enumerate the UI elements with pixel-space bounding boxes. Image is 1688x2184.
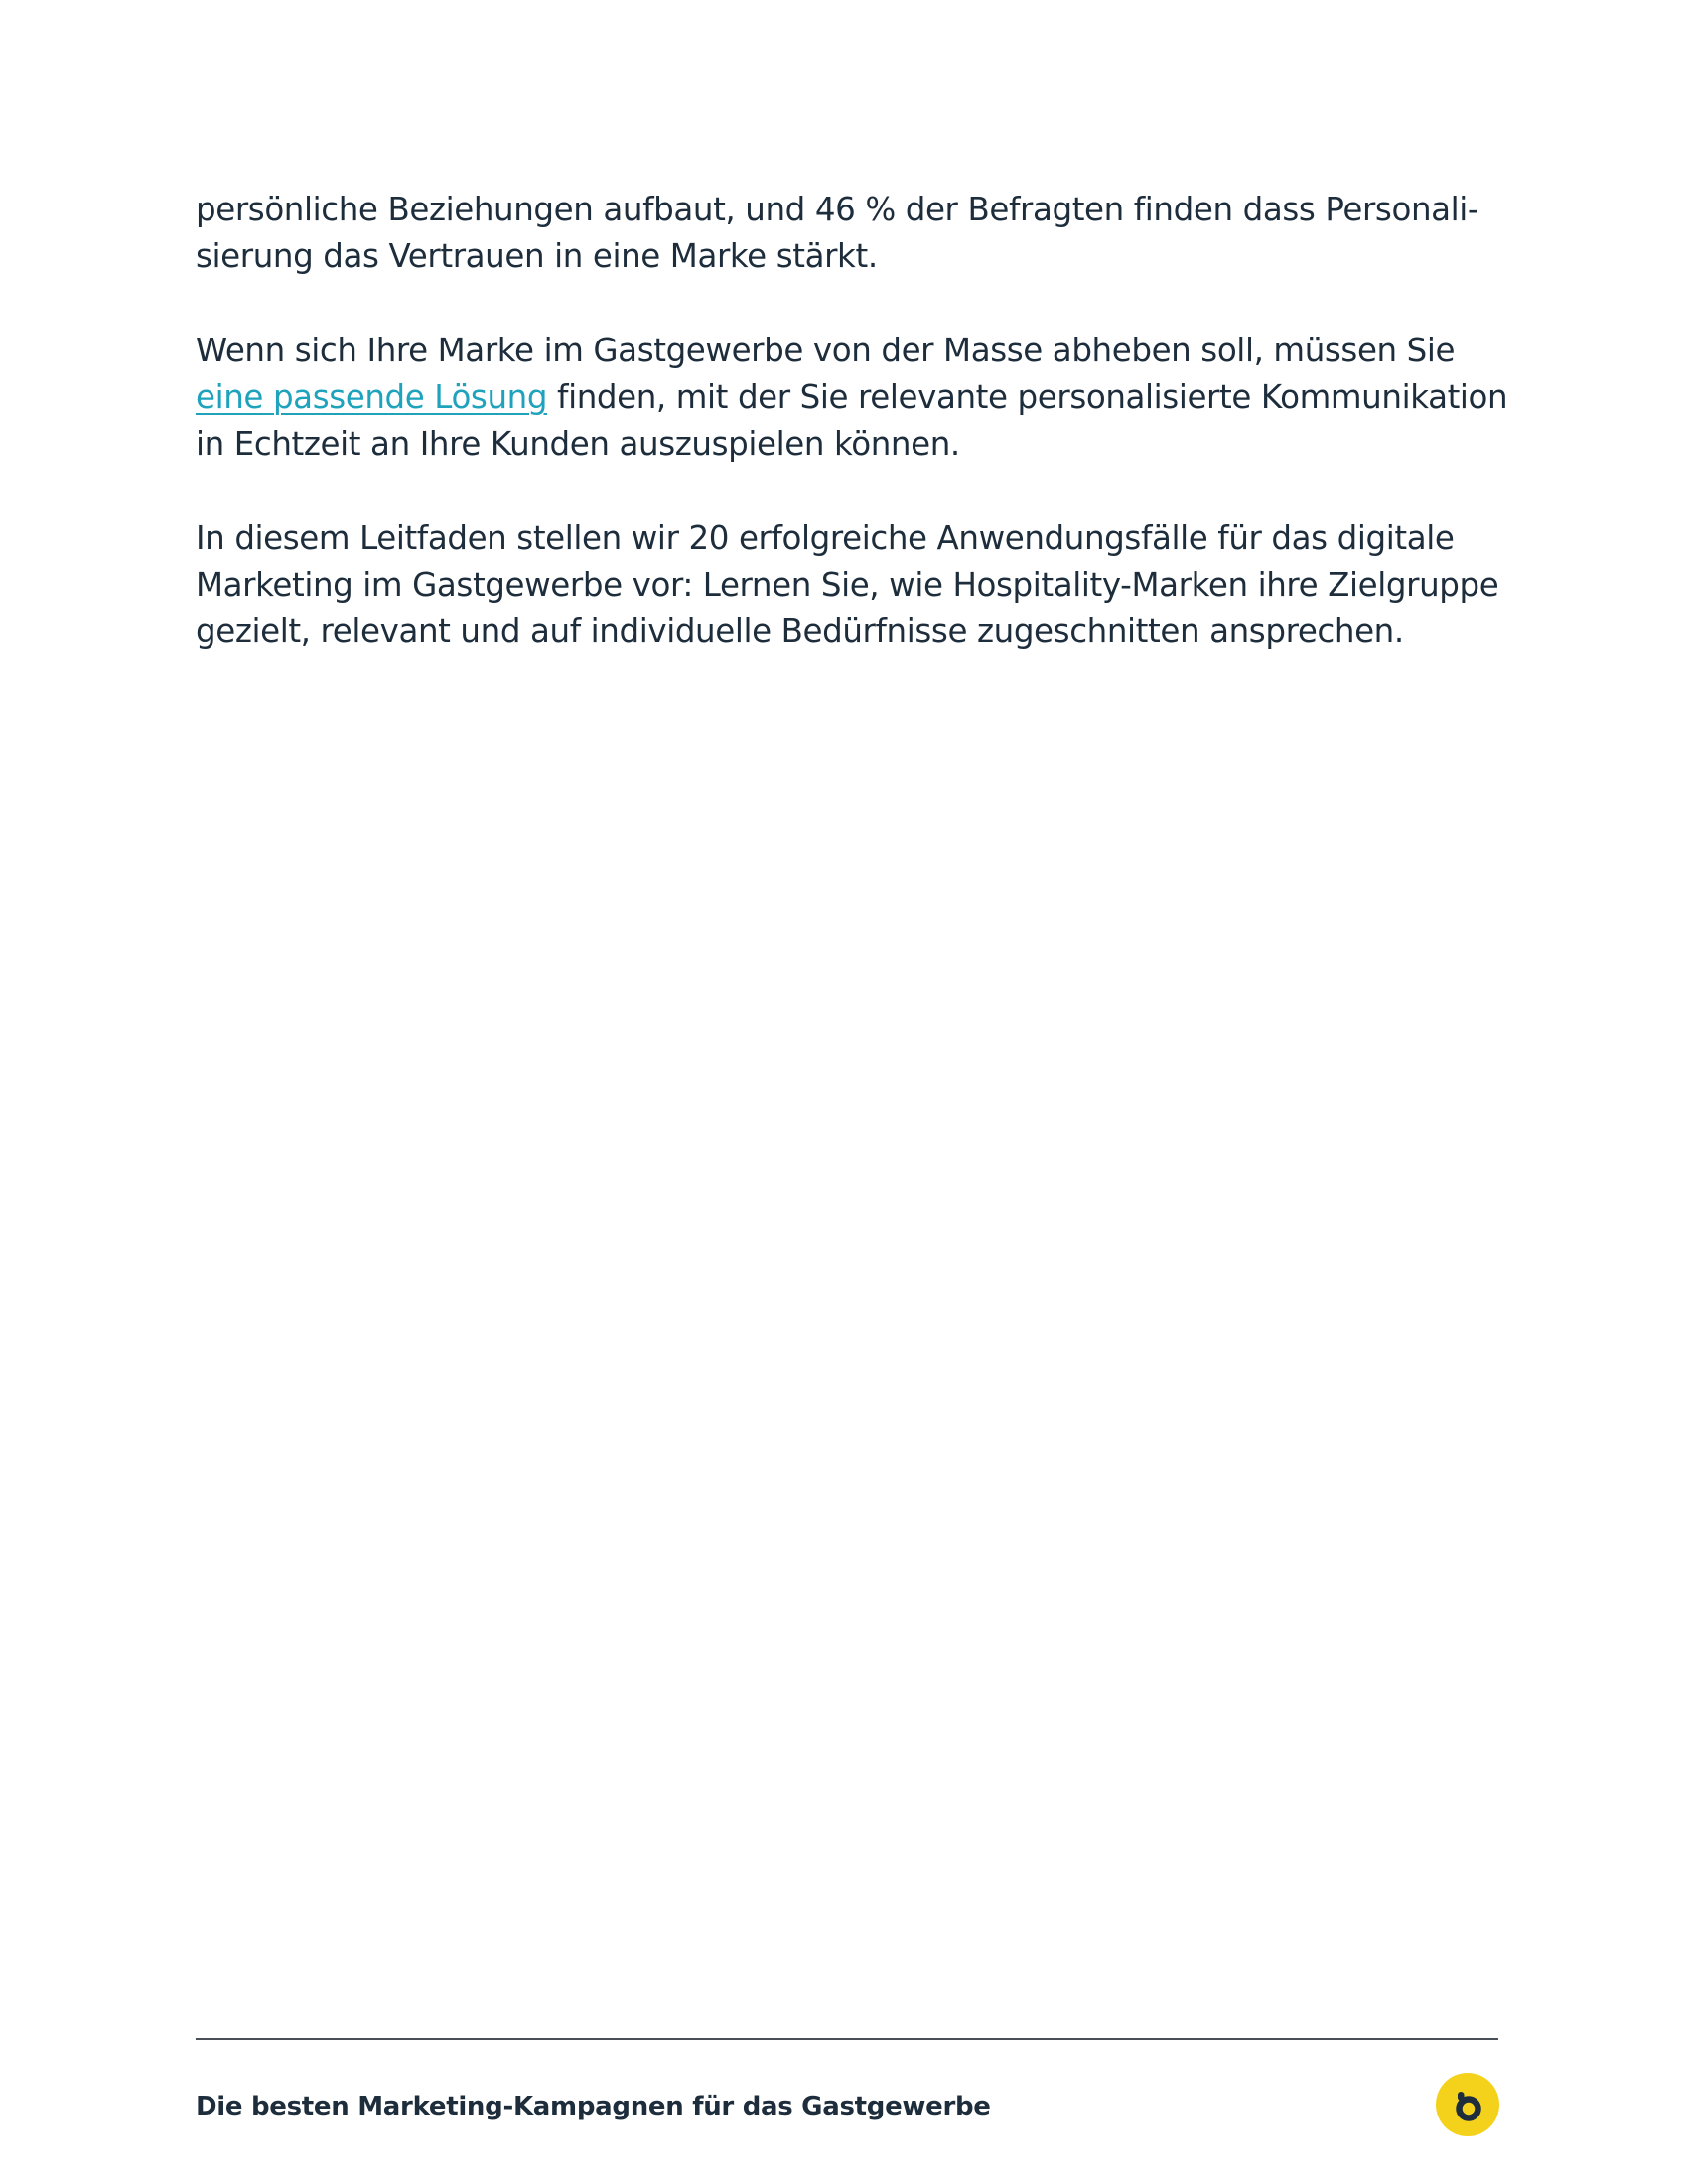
body-text bbox=[196, 187, 1506, 703]
paragraph-2-line-2-text: finden, mit der Sie relevante personalisierte Kommunikation bbox=[547, 378, 1508, 416]
footer-title: Die besten Marketing-Kampagnen für das Gastgewerbe bbox=[196, 2092, 991, 2121]
paragraph-2 bbox=[196, 328, 1506, 468]
paragraph-2-line-2 bbox=[196, 374, 1506, 421]
paragraph-2-line-3: in Echtzeit an Ihre Kunden auszuspielen können. bbox=[196, 425, 960, 463]
paragraph-1-line-2: sierung das Vertrauen in eine Marke stärkt. bbox=[196, 237, 878, 275]
logo-glyph bbox=[1436, 2073, 1499, 2136]
bloomreach-b-logo-icon bbox=[1436, 2073, 1499, 2136]
paragraph-3-line-3: gezielt, relevant und auf individuelle Bedürfnisse zugeschnitten ansprechen. bbox=[196, 613, 1404, 650]
paragraph-3-line-2: Marketing im Gastgewerbe vor: Lernen Sie, wie Hospitality-Marken ihre Zielgruppe bbox=[196, 566, 1499, 604]
paragraph-2-line-1: Wenn sich Ihre Marke im Gastgewerbe von der Masse abheben soll, müssen Sie bbox=[196, 332, 1456, 369]
paragraph-3 bbox=[196, 515, 1506, 655]
paragraph-3-line-1: In diesem Leitfaden stellen wir 20 erfolgreiche Anwendungsfälle für das digitale bbox=[196, 519, 1455, 557]
footer-divider bbox=[196, 2038, 1498, 2040]
paragraph-1 bbox=[196, 187, 1506, 280]
solution-link[interactable]: eine passende Lösung bbox=[196, 378, 548, 416]
paragraph-1-line-1: persönliche Beziehungen aufbaut, und 46 % der Befragten finden dass Personali- bbox=[196, 191, 1479, 228]
